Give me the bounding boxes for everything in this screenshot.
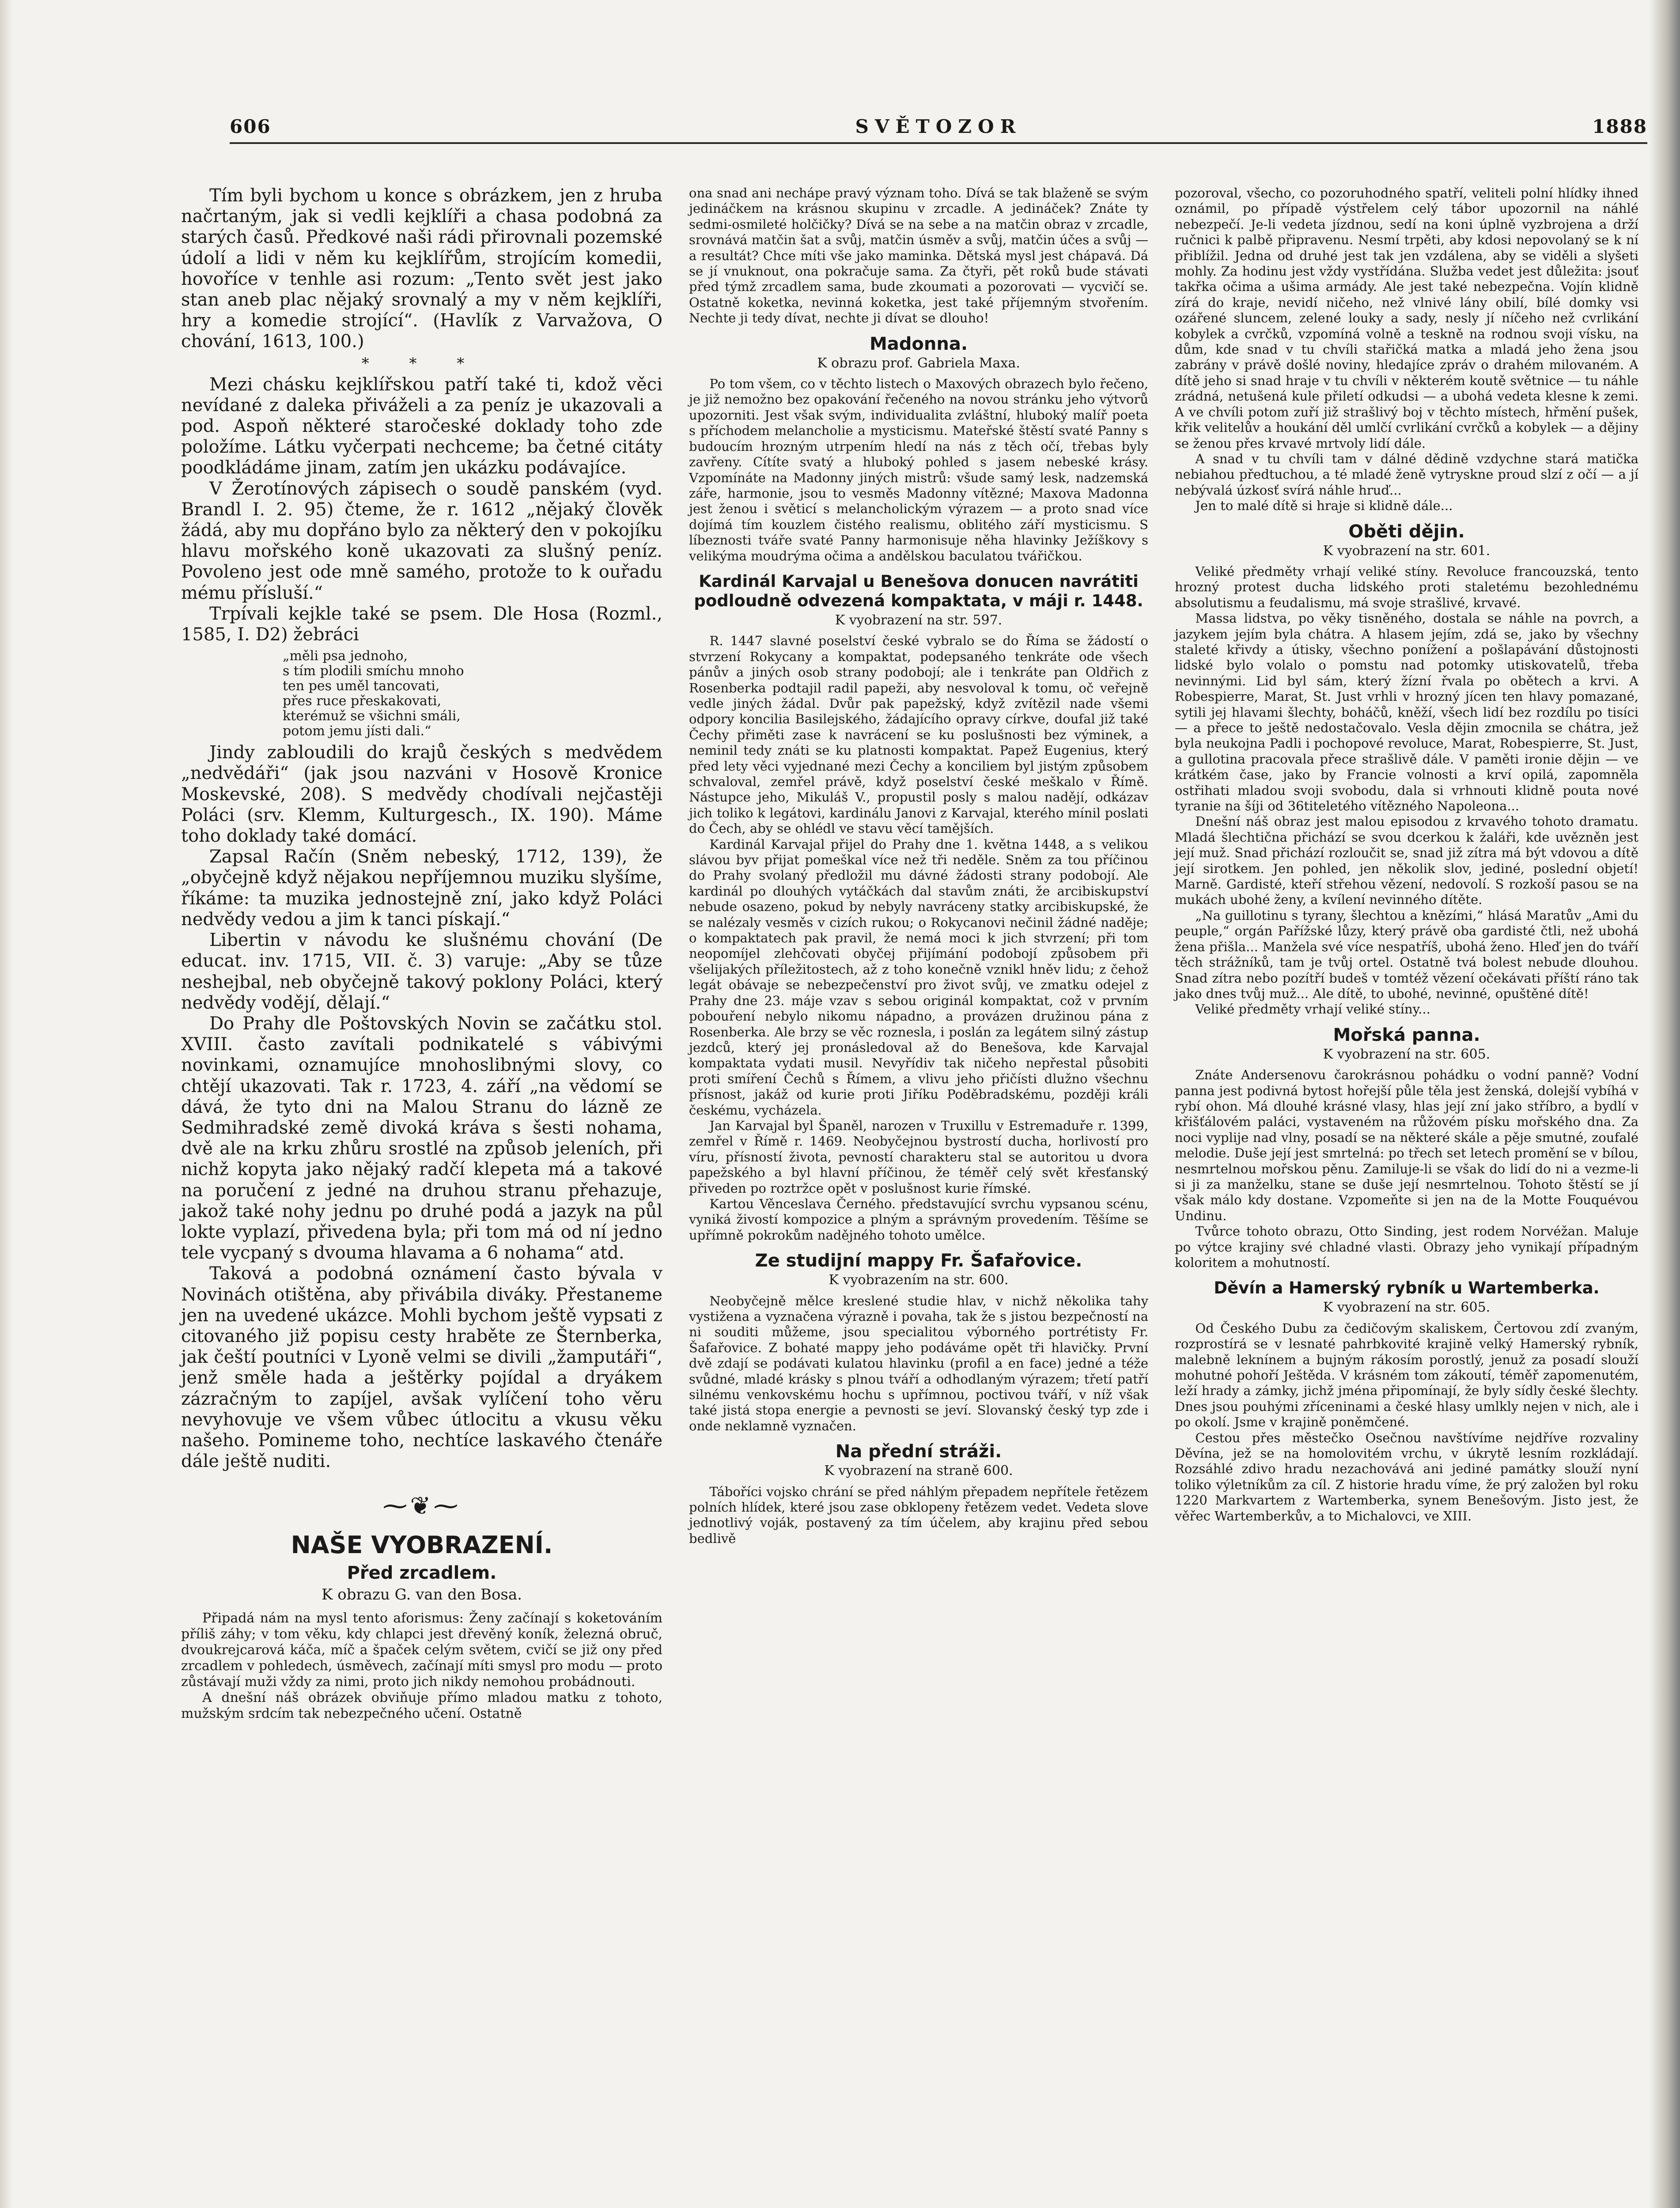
paragraph: Připadá nám na mysl tento aforismus: Ženy začínají s koketováním příliš záhy; v tom věku, kdy chlapci jest dřevěný koník, železná obruč, dvoukrejcarová káča, míč a špaček celým světem, cvičí se již ony před zrcadlem v pohledech, úsměvech, začínají míti smysl pro modu — proto zůstávají muži vždy za nimi, proto jich nikdy nemohou probádnouti. xyxy=(181,1610,663,1690)
paragraph: Libertin v návodu ke slušnému chování (De educat. inv. 1715, VII. č. 3) varuje: „Aby se tůze neshejbal, neb obyčejně takový poklony Poláci, který nedvědy vodějí, dělají.“ xyxy=(181,930,662,1013)
paragraph: Od Českého Dubu za čedičovým skaliskem, Čertovou zdí zvaným, rozprostírá se v lesnaté pahrbkovité krajině velký Hamerský rybník, malebně leknínem a bujným rákosím porostlý, jenuž za posadí slouží mohutné pohoří Ještěda. V krásném tom zákoutí, téměř zapomenutém, leží hrady a zámky, jichž jména připomínají, že byly sídly české šlechty. Dnes jsou pouhými zříceninami a české hlasy umlkly nejen v nich, ale i po okolí. Jsme v krajině poněmčené. xyxy=(1175,1320,1638,1430)
verse-line: s tím plodili smíchu mnoho xyxy=(283,663,464,679)
header-rule xyxy=(230,142,1647,144)
article-subtitle: K obrazu G. van den Bosa. xyxy=(322,1585,522,1603)
paragraph: Do Prahy dle Poštovských Novin se začátku stol. XVIII. často zavítali podnikatelé s vábivými novinkami, oznamujíce mnohoslibnými slovy, co chtějí ukazovati. Tak r. 1723, 4. září „na vědomí se dává, že tyto dni na Malou Stranu do lázně ze Sedmihradské země divoká kráva s šesti nohama, dvě ale na krku zhůru srostlé na způsob jeleních, při nichž kopyta jako nějaký radčí klepeta má a takové na poručení z jedné na druhou stranu přehazuje, jakož také nohy jednu po druhé podá a jazyk na půl lokte vyplazí, přivedena byla; při tom má od ní jedno tele vycpaný s dvouma hlavama a 6 nohama“ atd. xyxy=(181,1013,662,1263)
paragraph: „Na guillotinu s tyrany, šlechtou a knězími,“ hlásá Maratův „Ami du peuple,“ orgán Pařížské lůzy, který právě oba gardisté čtli, než ubohá žena přišla... Manžela své více nespatříš, ubohá ženo. Hleď jen do tváří těch strážníků, tam je tvůj ortel. Ostatně tvá bolest nebude dlouhou. Snad zítra nebo pozítří budeš v tomtéž vězení očekávati příští ráno tak jako dnes tvůj muž... Ale dítě, to ubohé, nevinné, opuštěné dítě! xyxy=(1175,907,1638,1001)
article-title: Ze studijní mappy Fr. Šafařovice. xyxy=(755,1251,1082,1271)
paragraph: Znáte Andersenovu čarokrásnou pohádku o vodní panně? Vodní panna jest podivná bytost hořejší půle těla jest ženská, dolejší vybíhá v rybí ohon. Má dlouhé krásné vlasy, hlas její zní jako stříbro, a bydlí v křišťálovém paláci, vystaveném na růžovém písku mořského dna. Za noci vyplije nad vlny, posadí se na některé skále a pěje smutné, zoufalé melodie. Duše její jest smrtelná: po třech set letech promění se v bílou, nesmrtelnou mořskou pěnu. Zamiluje-li se však do lidí do ni a vezme-li si ji za manželku, stane se duše její nesmrtelnou. Tohoto štěstí se jí však málo kdy dostane. Vzpomeňte si jen na de la Motte Fouquévou Undinu. xyxy=(1175,1067,1638,1223)
paragraph: pozoroval, všecho, co pozoruhodného spatří, veliteli polní hlídky ihned oznámil, po případě výstřelem celý tábor upozornil na náhlé nebezpečí. Je-li vedeta jízdnou, sedí na koni úplně vyzbrojena a drží ručnici k palbě připravenu. Nesmí trpěti, aby kdosi nepovolaný se k ní přiblížil. Jedna od druhé jest tak jen vzdálena, aby se viděli a slyšeti mohly. Za hodinu jest vždy vystřídána. Služba vedet jest důležita: jsouť takřka očima a ušima armády. Ale jest také nebezpečna. Vojín klidně zírá do kraje, nevidí ničeho, než vlnivé lány obilí, bílé domky vsi ozářené sluncem, zelené louky a sady, nesly jí níčeho než cvrlikání kobylek a cvrčků, vzpomíná volně a teskně na rodnou svoji vísku, na dům, kde snad v tu chvíli stařičká matka a mladá jeho žena jsou zabrány v právě došlé noviny, hledajíce zpráv o drahém milovaném. A dítě jeho si snad hraje v tu chvíli v některém koutě světnice — tu náhle zrádná, netušená kule přiletí odkudsi — a ubohá vedeta klesne k zemi. A ve chvíli potom zuří již strašlivý boj v těchto místech, hřmění pušek, křik velitelův a houkání děl umlčí cvrlikání cvrčků a kobylek — a dějiny se ženou přes krvavé mrtvoly lidí dále. xyxy=(1175,185,1638,451)
paragraph: Mezi chásku kejklířskou patří také ti, kdož věci nevídané z daleka přiváželi a za peníz je ukazovali a pod. Aspoň některé staročeské doklady toho zde položíme. Látku vyčerpati nechceme; ba četné citáty poodkládáme jinam, zatím jen ukázku podávajíce. xyxy=(181,374,662,478)
article-subtitle: K vyobrazení na straně 600. xyxy=(824,1463,1013,1479)
verse-line: kterémuž se všichni smáli, xyxy=(283,708,461,724)
paragraph: A dnešní náš obrázek obviňuje přímo mladou matku z tohoto, mužským srdcím tak nebezpečného učení. Ostatně xyxy=(181,1690,662,1721)
article-subtitle: K vyobrazení na str. 601. xyxy=(1323,543,1491,559)
article-title: Madonna. xyxy=(869,333,968,354)
page-edge-left xyxy=(0,0,12,2208)
ornament-icon: ⁓❦⁓ xyxy=(382,1492,461,1521)
paragraph: Zapsal Račín (Sněm nebeský, 1712, 139), že „obyčejně když nějakou nepříjemnou muziku slyšíme, říkáme: ta muzika jednostejně zní, jako když Poláci nedvědy vedou a jim k tanci pískají.“ xyxy=(181,847,662,930)
paragraph: Kartou Věnceslava Černého. představující svrchu vypsanou scénu, vyniká živostí kompozice a plným a správným provedením. Těšíme se upřímně pokrokům nadějného tohoto umělce. xyxy=(689,1196,1148,1243)
paragraph: Cestou přes městečko Osečnou navštívíme nejdříve rozvaliny Děvína, jež se na homolovitém vrchu, v úkrytě lesním rozkládají. Rozsáhlé zdivo hradu nezachovává ani jediné památky slouží nyní toliko výletníkům za cíl. Z historie hradu víme, že prý založen byl roku 1220 Markvartem z Wartemberka, synem Benešovým. Jisto jest, že věřec Wartemberkův, a to Michalovci, ve XIII. xyxy=(1175,1430,1638,1524)
paragraph: Taková a podobná oznámení často bývala v Novinách otištěna, aby přivábila diváky. Přestaneme jen na uvedené ukázce. Mohli bychom ještě vypsati z citovaného již popisu cesty hraběte ze Šternberka, jak čeští poutníci v Lyoně velmi se divili „žamputáři“, jenž směle hada a ještěrky pojídal a dryákem zázračným to zapíjel, avšak vylíčení toho věru nevyhovuje ve všem vůbec útlocitu a vkusu věku našeho. Pomineme toho, nechtíce laskavého čtenáře dále ještě nuditi. xyxy=(181,1263,662,1472)
paragraph: Táboříci vojsko chrání se před náhlým přepadem nepřítele řetězem polních hlídek, které jsou zase obklopeny řetězem vedet. Vedeta slove jednotlivý voják, postavený za tím účelem, aby krajinu před sebou bedlivě xyxy=(689,1484,1148,1546)
verse-line: ten pes uměl tancovati, xyxy=(283,678,440,694)
paragraph: Po tom všem, co v těchto listech o Maxových obrazech bylo řečeno, je již nemožno bez opakování řečeného na novou stránku jeho výtvorů upozorniti. Jest však svým, individualita zvláštní, hluboký malíř poeta s příchodem melancholie a mysticismu. Mateřské štěstí svaté Panny s budoucím hrozným utrpením hledí na nás z těch očí, třebas byly zavřeny. Cítíte svatý a hluboký pohled s jasem nebeské krásy. Vzpomínáte na Madonny jiných mistrů: všude samý lesk, nadzemská záře, harmonie, jsou to vesměs Madonny vítězné; Maxova Madonna jest ženou i světicí s melancholickým výrazem — a proto snad více dojímá tím kouzlem čistého realismu, oblitého září mysticismu. S líbeznosti tváře svaté Panny harmonisuje něha hlavinky Ježíškovy s velikýma moudrýma očima a andělskou baculatou tvářičkou. xyxy=(689,376,1148,563)
page-edge-right xyxy=(1649,0,1680,2208)
article-subtitle: K vyobrazením na str. 600. xyxy=(829,1272,1009,1288)
paragraph: ona snad ani nechápe pravý význam toho. Dívá se tak blaženě se svým jedináčkem na krásnou skupinu v zrcadle. A jedináček? Znáte ty sedmi-osmileté holčičky? Dívá se na sebe a na matčin obraz v zrcadle, srovnává matčin šat a svůj, matčin úsměv a svůj, matčin účes a svůj — a resultát? Chce míti vše jako maminka. Dětská mysl jest chápavá. Dá se jí vnuknout, ona pokračuje sama. Za čtyři, pět roků bude stávati před týmž zrcadlem sama, bude zkoumati a pozorovati — vycvičí se. Ostatně koketka, nevinná koketka, jest také příjemným stvořením. Nechte ji tedy dívat, nechte ji dívat se dlouho! xyxy=(689,185,1148,326)
article-title: Děvín a Hamerský rybník u Wartemberka. xyxy=(1214,1278,1600,1298)
paragraph: Trpívali kejkle také se psem. Dle Hosa (Rozml., 1585, I. D2) žebráci xyxy=(181,603,662,645)
paragraph: Tvůrce tohoto obrazu, Otto Sinding, jest rodem Norvéžan. Maluje po výtce krajiny své chladné vlasti. Obrazy jeho vynikají případným koloritem a mohutností. xyxy=(1175,1224,1638,1270)
column-1 xyxy=(181,185,662,1722)
verse-line: přes ruce přeskakovati, xyxy=(283,693,442,709)
article-title: Kardinál Karvajal u Benešova donucen navrátiti podloudně odvezená kompaktata, v máji r. 1448. xyxy=(694,571,1143,610)
article-subtitle: K vyobrazení na str. 605. xyxy=(1323,1046,1491,1062)
paragraph: Jen to malé dítě si hraje si klidně dále... xyxy=(1195,498,1453,514)
column-3 xyxy=(1175,185,1638,1524)
paragraph: Tím byli bychom u konce s obrázkem, jen z hruba načrtaným, jak si vedli kejklíři a chasa podobná za starých časů. Předkové naši rádi přirovnali pozemské údolí a lidi v něm ku kejklířům, strojícím komedii, hovoříce v tenhle asi rozum: „Tento svět jest jako stan aneb plac nějaký srovnalý a my v něm kejklíři, hry a komedie strojící“. (Havlík z Varvažova, O chování, 1613, 100.) xyxy=(181,185,662,352)
paragraph: Massa lidstva, po věky tisněného, dostala se náhle na povrch, a jazykem jejím byla chátra. A hlasem jejím, zdá se, jako by všechny staleté křivdy a útisky, všechno ponížení a pošlapávání důstojnosti lidské bylo volalo o pomstu nad potomky utiskovatelů, třeba nevinnými. Lid byl sám, který žízní řvala po obětech a krvi. A Robespierre, Marat, St. Just vrhli v hrozný jícen ten hlavy pomazané, sytili jej hlavami šlechty, boháčů, kněží, všech lidí bez rozdílu po tisíci — a přece to ještě nedostačovalo. Vesla dějin zmocnila se chátra, jež byla neukojna Padli i pochopové revoluce, Marat, Robespierre, St. Just, a gullotina pracovala přece strašlivě dále. V paměti ironie dějin — ve krátkém čase, jako by Francie volnosti a krví opilá, zapomněla ostřihati mladou svoji svobodu, dala si vrhnouti klidně pouta nové tyranie na šíji od 36titeletého vítězného Napoleona... xyxy=(1175,611,1638,814)
paragraph: A snad v tu chvíli tam v dálné dědině vzdychne stará matička nebiahou předtuchou, a té mladé ženě vytryskne proud slzí z očí — a jí nebývalá úzkosť svírá náhle hruď... xyxy=(1175,451,1638,498)
paragraph: R. 1447 slavné poselství české vybralo se do Říma se žádostí o stvrzení Rokycany a kompaktat, podepsaného tenkráte ode všech pánův a jiných osob strany podobojí; ale i tenkráte pan Oldřich z Rosenberka podtajil radil papeži, aby nesvoloval k tomu, oč veřejně vedle jiných žádal. Dvůr pak papežský, když zvítězil nade všemi odpory koncilia Basilejského, žádajícího opravy církve, doufal již také Čechy přiměti zase k navrácení se ku poslušnosti bez výminek, a neminil tedy znáti se ku platnosti kompaktat. Papež Eugenius, který před lety věci vyjednané mezi Čechy a konciliem byl jistým způsobem schvaloval, zemřel právě, když poselství české meškalo v Římě. Nástupce jeho, Mikuláš V., propustil posly s malou nadějí, odkázav jich toliko k legátovi, kardinálu Janovi z Karvajal, kterého mínil poslati do Čech, aby se ohlédl ve stavu věcí tamějších. xyxy=(689,633,1148,836)
verse-quote xyxy=(283,649,662,739)
article-title: Mořská panna. xyxy=(1333,1025,1480,1045)
column-2 xyxy=(689,185,1148,1546)
paragraph: Dnešní náš obraz jest malou episodou z krvavého tohoto dramatu. Mladá šlechtična přichází se svou dcerkou k žaláři, kde uvězněn jest její muž. Snad přichází rozloučit se, snad již zítra má být vdovou a dítě její sirotkem. Jen pohled, jen několik slov, jediné, poslední objetí! Marně. Gardisté, kteří střehou vězení, nedovolí. S rozkoší pasou se na mukách ubohé ženy, a kvílení nevinného dítěte. xyxy=(1175,814,1638,907)
paragraph: Veliké předměty vrhají veliké stíny. Revoluce francouzská, tento hrozný protest ducha lidského proti staletému bezohlednému absolutismu a feudalismu, má svoje strašlivé, krvavé. xyxy=(1175,563,1638,610)
paragraph: Neobyčejně mělce kreslené studie hlav, v nichž několika tahy vystižena a vyznačena výrazně i povaha, tak že s jistou bezpečností na ni souditi můžeme, jsou specialitou výborného portrétisty Fr. Šafařovice. Z bohaté mappy jeho podáváme opět tři hlavičky. První dvě zdají se podávati kulatou hlavinku (profil a en face) jedné a téže svůdné, mladé krásky s plnou tváří a odhodlaným výrazem; třetí patří silnému venkovskému hochu s upřímnou, poctivou tváří, v níž však také jistá stopa energie a pevnosti se jeví. Slovanský český typ zde i onde neklamně vyznačen. xyxy=(689,1293,1148,1433)
article-title: Oběti dějin. xyxy=(1348,521,1465,542)
paragraph: Veliké předměty vrhají veliké stíny... xyxy=(1195,1002,1430,1017)
journal-title: SVĚTOZOR xyxy=(855,116,1022,137)
article-subtitle: K obrazu prof. Gabriela Maxa. xyxy=(817,355,1020,371)
verse-line: potom jemu jísti dali.“ xyxy=(283,723,431,739)
section-heading: NAŠE VYOBRAZENÍ. xyxy=(291,1531,553,1559)
page-number-left: 606 xyxy=(230,116,271,137)
paragraph: V Žerotínových zápisech o soudě panském (vyd. Brandl I. 2. 95) čteme, že r. 1612 „nějaký člověk žádá, aby mu dopřáno bylo za některý den v pokojíku hlavu mořského koně ukazovati za slušný peníz. Povoleno jest ode mně samého, protože to k ouřadu mému přísluší.“ xyxy=(181,478,662,603)
paragraph: Jindy zabloudili do krajů českých s medvědem „nedvědáři“ (jak jsou nazváni v Hosově Kronice Moskevské, 208). S medvědy chodívali nejčastěji Poláci (srv. Klemm, Kulturgesch., IX. 190). Máme toho doklady také domácí. xyxy=(181,742,662,847)
verse-line: „měli psa jednoho, xyxy=(283,648,408,664)
article-title: Před zrcadlem. xyxy=(347,1562,497,1583)
running-header xyxy=(230,116,1647,142)
paragraph: Jan Karvajal byl Španěl, narozen v Truxillu v Estremaduře r. 1399, zemřel v Římě r. 1469. Neobyčejnou bystrostí ducha, horlivostí pro víru, přísností života, pevností charakteru stal se autoritou u dvora papežského a byl hlavní příčinou, že téměř celý svět křesťanský přiveden po roztržce opět v poslušnost kurie římské. xyxy=(689,1118,1148,1196)
paragraph: Kardinál Karvajal přijel do Prahy dne 1. května 1448, a s velikou slávou byv přijat pomeškal více než tři neděle. Sněm za tou příčinou do Prahy svolaný předložil mu dávné žádosti strany podobojí. Ale kardinál po dlouhých vytáčkách dal stavům znáti, že arcibiskupství nebude osazeno, pokud by nebyly navráceny statky arcibiskupské, že se nalézaly vesměs v cizích rukou; o Rokycanovi nečinil žádné naděje; o kompaktatech pak pravil, že nemá moci k jich stvrzení; při tom neopomíjel zlehčovati obyčej přijímání podobojí způsobem při všelijakých příležitostech, až z toho konečně vznikl hněv lidu; z čehož legát obávaje se nebezpečenství pro život svůj, ve zmatku odejel z Prahy dne 23. máje vzav s sebou originál kompaktat, což v prvním pobouření nebylo nikomu nápadno, a provázen družinou pána z Rosenberka. Ale brzy se věc roznesla, i poslán za legátem silný zástup jezdců, který jej pronásledoval až do Benešova, kde Karvajal kompaktata vydati musil. Nevyřídiv tak ničeho nepřestal působiti proti smíření Čechů s Římem, a vlivu jeho přičísti dlužno všechnu přísnost, jakáž od kurie proti Jiříku Poděbradskému, později králi českému, vycházela. xyxy=(689,836,1148,1118)
page-number-right: 1888 xyxy=(1592,116,1647,137)
article-subtitle: K vyobrazení na str. 597. xyxy=(835,612,1003,628)
section-stars: * * * xyxy=(361,354,482,372)
article-title: Na přední stráži. xyxy=(835,1441,1002,1462)
article-subtitle: K vyobrazení na str. 605. xyxy=(1323,1300,1491,1316)
